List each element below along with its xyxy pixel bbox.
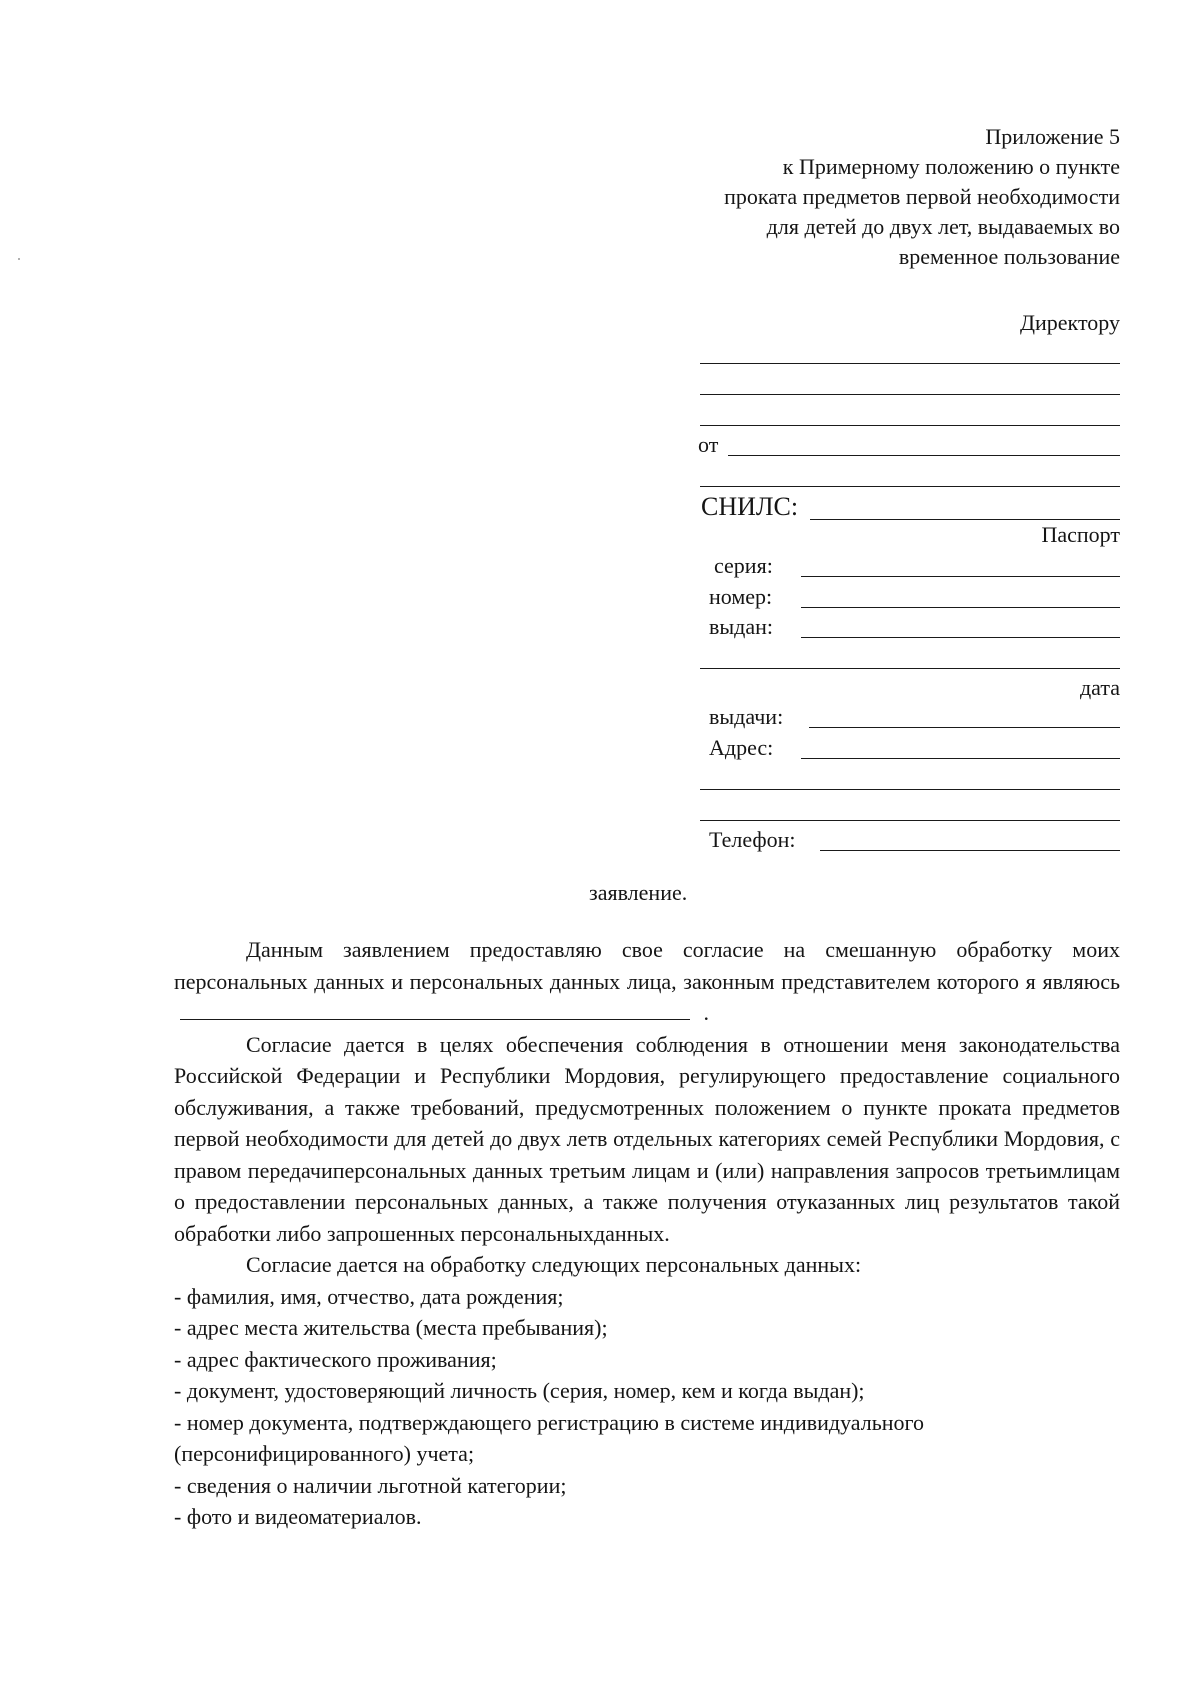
phone-label: Телефон: bbox=[709, 827, 796, 852]
address-continuation-2[interactable] bbox=[698, 797, 1120, 827]
list-item: - фото и видеоматериалов. bbox=[174, 1504, 422, 1529]
from-field-continuation[interactable] bbox=[698, 463, 1120, 493]
document-title: заявление. bbox=[589, 880, 688, 905]
consent-text: Данным заявлением предоставляю свое согласие на смешанную обработку моих персональных данных и персональных данных лица, законным представителем которого я являюсь bbox=[174, 937, 1120, 994]
date-label: дата bbox=[1079, 675, 1120, 700]
annex-line: проката предметов первой необходимости bbox=[724, 184, 1120, 209]
passport-series-field[interactable] bbox=[698, 553, 1120, 583]
scan-speck bbox=[18, 258, 20, 260]
address-continuation-1[interactable] bbox=[698, 766, 1120, 796]
document-body bbox=[174, 934, 1120, 1533]
represented-person-field[interactable] bbox=[180, 1001, 690, 1020]
series-label: серия: bbox=[714, 553, 773, 578]
director-label: Директору bbox=[1020, 310, 1120, 335]
list-item: - документ, удостоверяющий личность (серия, номер, кем и когда выдан); bbox=[174, 1378, 865, 1403]
number-label: номер: bbox=[709, 584, 773, 609]
purpose-paragraph: Согласие дается в целях обеспечения соблюдения в отношении меня законодательства Российской Федерации и Республики Мордовия, регулирующего предоставление социального обслуживания, а также требований, предусмотренных положением о пункте проката предметов первой необходимости для детей до двух летв отдельных категориях семей Республики Мордовия, с правом передачиперсональных данных третьим лицам и (или) направления запросов третьимлицам о предоставлении персональных данных, а также получения отуказанных лиц результатов такой обработки либо запрошенных персональныхданных. bbox=[174, 1031, 1120, 1246]
consent-paragraph bbox=[174, 934, 1120, 1029]
from-label: от bbox=[698, 432, 719, 457]
phone-field[interactable] bbox=[698, 827, 1120, 857]
list-item: - фамилия, имя, отчество, дата рождения; bbox=[174, 1283, 564, 1309]
list-item: - адрес фактического проживания; bbox=[174, 1346, 497, 1372]
issued-label: выдан: bbox=[709, 614, 774, 639]
list-item: - адрес места жительства (места пребывания); bbox=[174, 1315, 608, 1340]
from-field[interactable] bbox=[698, 432, 1120, 462]
data-list-intro: Согласие дается на обработку следующих персональных данных: bbox=[246, 1252, 862, 1277]
passport-issued-continuation[interactable] bbox=[698, 645, 1120, 675]
snils-label: СНИЛС: bbox=[701, 492, 799, 521]
address-label: Адрес: bbox=[709, 735, 774, 760]
annex-header bbox=[600, 122, 1120, 272]
passport-number-field[interactable] bbox=[698, 584, 1120, 614]
snils-field[interactable] bbox=[698, 492, 1120, 526]
issue-date-field[interactable] bbox=[698, 704, 1120, 734]
list-item: - номер документа, подтверждающего регистрацию в системе индивидуального (персонифицированного) учета; bbox=[174, 1409, 925, 1466]
list-item: - сведения о наличии льготной категории; bbox=[174, 1472, 567, 1498]
consent-end: . bbox=[703, 1000, 709, 1025]
personal-data-list bbox=[174, 1281, 1120, 1533]
passport-issued-field[interactable] bbox=[698, 614, 1120, 644]
passport-label: Паспорт bbox=[1041, 522, 1120, 547]
address-field[interactable] bbox=[698, 735, 1120, 765]
director-name-line-3[interactable] bbox=[698, 402, 1120, 432]
director-name-line-2[interactable] bbox=[698, 371, 1120, 401]
annex-line: Приложение 5 bbox=[985, 124, 1120, 149]
director-name-line-1[interactable] bbox=[698, 340, 1120, 370]
issue-label: выдачи: bbox=[709, 704, 784, 729]
annex-line: временное пользование bbox=[898, 244, 1120, 269]
annex-line: к Примерному положению о пункте bbox=[782, 154, 1120, 179]
annex-line: для детей до двух лет, выдаваемых во bbox=[766, 214, 1120, 239]
